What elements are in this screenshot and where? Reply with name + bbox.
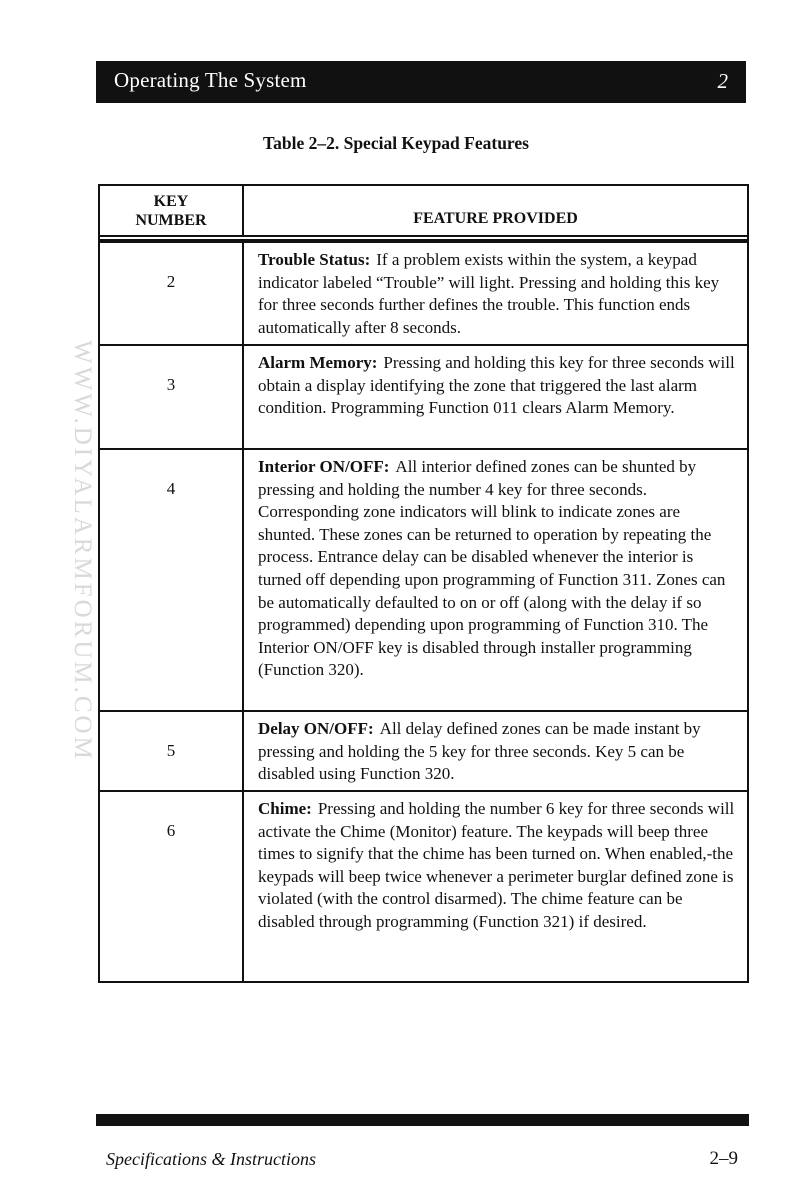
table-row [100,448,747,710]
page-number: 2–9 [709,1148,738,1169]
feature-title: Delay ON/OFF: [258,719,374,738]
key-number-cell: 4 [100,450,244,710]
key-number-cell: 5 [100,712,244,790]
watermark: WWW.DIYALARMFORUM.COM [69,340,96,762]
feature-cell [244,712,747,790]
footer-rule [96,1114,749,1126]
feature-description: Pressing and holding the number 6 key for three seconds will activate the Chime (Monitor) feature. The keypads will beep three times to signify that the chime has been turned on. When enabled,-the keypads will beep twice whenever a perimeter burglar defined zone is violated (with the control disarmed). The chime feature can be disabled through programming (Function 321) if desired. [258,799,735,931]
feature-cell [244,243,747,344]
table-row [100,344,747,448]
column-header-key-line1: KEY [153,193,189,210]
feature-description: All interior defined zones can be shunted by pressing and holding the number 4 key for three seconds. Corresponding zone indicators will blink to indicate zones are shunted. These zones can be returned to operation by repeating the process. Entrance delay can be disabled whenever the interior is turned off depending upon programming of Function 311. Zones can be automatically defaulted to on or off (along with the delay if so programmed) depending upon programming of Function 310. The Interior ON/OFF key is disabled through installer programming (Function 320). [258,457,726,680]
feature-title: Interior ON/OFF: [258,457,390,476]
table-row [100,710,747,790]
feature-description: If a problem exists within the system, a keypad indicator labeled “Trouble” will light. Pressing and holding this key for three seconds further defines the trouble. This function ends automatically after 8 seconds. [258,250,720,337]
section-header-bar [96,61,746,103]
column-header-key-line2: NUMBER [135,212,207,229]
key-number-cell: 3 [100,346,244,448]
table-row [100,790,747,981]
section-title: Operating The System [114,68,307,92]
feature-title: Alarm Memory: [258,353,378,372]
key-number-cell: 2 [100,243,244,344]
footer-document-title: Specifications & Instructions [106,1149,316,1169]
table-row [100,241,747,344]
key-number-cell: 6 [100,792,244,981]
feature-title: Chime: [258,799,312,818]
column-header-key-number [100,186,244,235]
table-caption: Table 2–2. Special Keypad Features [263,133,529,153]
feature-cell [244,450,747,710]
feature-description: All delay defined zones can be made instant by pressing and holding the 5 key for three seconds. Key 5 can be disabled using Function 320. [258,719,701,784]
table-header-row [100,186,747,241]
feature-cell [244,792,747,981]
column-header-feature: FEATURE PROVIDED [413,210,578,227]
chapter-number: 2 [717,69,728,93]
feature-description: Pressing and holding this key for three seconds will obtain a display identifying the zone that triggered the last alarm condition. Programming Function 011 clears Alarm Memory. [258,353,735,418]
special-keypad-features-table [98,184,749,983]
feature-title: Trouble Status: [258,250,371,269]
feature-cell [244,346,747,448]
